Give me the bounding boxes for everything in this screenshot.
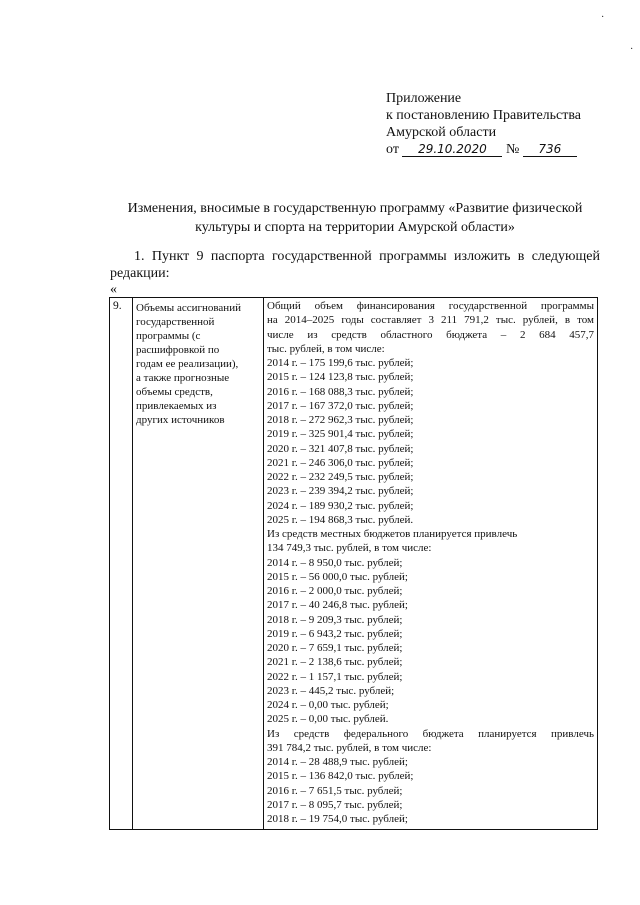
paragraph-1 <box>110 248 600 282</box>
content-line: 2025 г. – 194 868,3 тыс. рублей. <box>267 513 414 526</box>
content-line: 2023 г. – 239 394,2 тыс. рублей; <box>267 485 414 498</box>
content-line: 2018 г. – 19 754,0 тыс. рублей; <box>267 813 408 825</box>
content-line: числе из средств областного бюджета – 2 684 457,7 <box>267 328 594 341</box>
content-line: 2015 г. – 56 000,0 тыс. рублей; <box>267 570 408 583</box>
content-line: 2015 г. – 124 123,8 тыс. рублей; <box>267 371 414 384</box>
content-line: на 2014–2025 годы составляет 3 211 791,2 тыс. рублей, в том <box>267 314 594 327</box>
content-line: 2021 г. – 246 306,0 тыс. рублей; <box>267 456 414 469</box>
label-line: программы (с <box>136 330 201 342</box>
content-line: 2023 г. – 445,2 тыс. рублей; <box>267 684 395 697</box>
paragraph-1-text: 1. Пункт 9 паспорта государственной программы изложить в следующей редакции: <box>110 249 600 281</box>
content-line: 2014 г. – 28 488,9 тыс. рублей; <box>267 756 408 768</box>
row-number-cell: 9. <box>110 298 133 830</box>
opening-quote: « <box>110 282 117 297</box>
content-line: 2017 г. – 8 095,7 тыс. рублей; <box>267 798 403 811</box>
content-line: 2017 г. – 167 372,0 тыс. рублей; <box>267 399 414 412</box>
label-line: годам ее реализации), <box>136 358 239 370</box>
content-line: Из средств федерального бюджета планируется привлечь <box>267 727 594 740</box>
content-line: 2022 г. – 1 157,1 тыс. рублей; <box>267 670 403 683</box>
content-line: 2022 г. – 232 249,5 тыс. рублей; <box>267 471 414 483</box>
content-line: Общий объем финансирования государственной программы <box>267 300 594 312</box>
appendix-date-line <box>386 141 581 158</box>
content-line: 2018 г. – 9 209,3 тыс. рублей; <box>267 613 403 626</box>
label-line: Объемы ассигнований <box>136 302 241 314</box>
label-line: других источников <box>136 414 225 426</box>
label-line: объемы средств, <box>136 386 213 398</box>
content-line: 2019 г. – 325 901,4 тыс. рублей; <box>267 428 414 441</box>
appendix-line-2: к постановлению Правительства <box>386 108 582 123</box>
content-line: 2016 г. – 2 000,0 тыс. рублей; <box>267 585 403 597</box>
content-line: 2014 г. – 175 199,6 тыс. рублей; <box>267 357 414 369</box>
table-row <box>110 298 598 830</box>
label-line: расшифровкой по <box>136 344 220 356</box>
date-prefix: от <box>386 142 399 157</box>
label-line: а также прогнозные <box>136 372 230 384</box>
appendix-header <box>386 90 581 158</box>
handwritten-number: 736 <box>523 143 577 157</box>
passport-table <box>109 297 598 830</box>
appendix-line-3: Амурской области <box>386 125 497 140</box>
scan-speck: · <box>630 44 634 55</box>
number-sign: № <box>505 142 520 157</box>
document-title: Изменения, вносимые в государственную программу «Развитие физической культуры и спорта на территории Амурской области» <box>127 201 583 235</box>
content-line: 2020 г. – 7 659,1 тыс. рублей; <box>267 642 403 654</box>
content-line: тыс. рублей, в том числе: <box>267 342 385 355</box>
content-line: 2019 г. – 6 943,2 тыс. рублей; <box>267 627 403 640</box>
content-line: 2025 г. – 0,00 тыс. рублей. <box>267 713 389 726</box>
handwritten-date: 29.10.2020 <box>402 143 502 157</box>
content-line: 2024 г. – 189 930,2 тыс. рублей; <box>267 499 414 512</box>
scan-speck: · <box>601 12 605 23</box>
content-line: 2024 г. – 0,00 тыс. рублей; <box>267 699 389 711</box>
content-line: 2018 г. – 272 962,3 тыс. рублей; <box>267 414 414 426</box>
content-line: 2014 г. – 8 950,0 тыс. рублей; <box>267 556 403 569</box>
content-line: 2016 г. – 7 651,5 тыс. рублей; <box>267 784 403 797</box>
content-line: 2021 г. – 2 138,6 тыс. рублей; <box>267 656 403 669</box>
label-line: государственной <box>136 316 215 328</box>
content-line: Из средств местных бюджетов планируется привлечь <box>267 528 518 540</box>
label-line: привлекаемых из <box>136 400 217 412</box>
content-line: 134 749,3 тыс. рублей, в том числе: <box>267 542 432 555</box>
appendix-line-1: Приложение <box>386 91 462 106</box>
row-label-cell <box>133 298 264 830</box>
content-line: 2016 г. – 168 088,3 тыс. рублей; <box>267 385 414 398</box>
content-line: 2017 г. – 40 246,8 тыс. рублей; <box>267 599 408 612</box>
row-content-cell <box>264 298 598 830</box>
content-line: 391 784,2 тыс. рублей, в том числе: <box>267 741 432 754</box>
content-line: 2020 г. – 321 407,8 тыс. рублей; <box>267 442 414 455</box>
content-line: 2015 г. – 136 842,0 тыс. рублей; <box>267 770 414 783</box>
